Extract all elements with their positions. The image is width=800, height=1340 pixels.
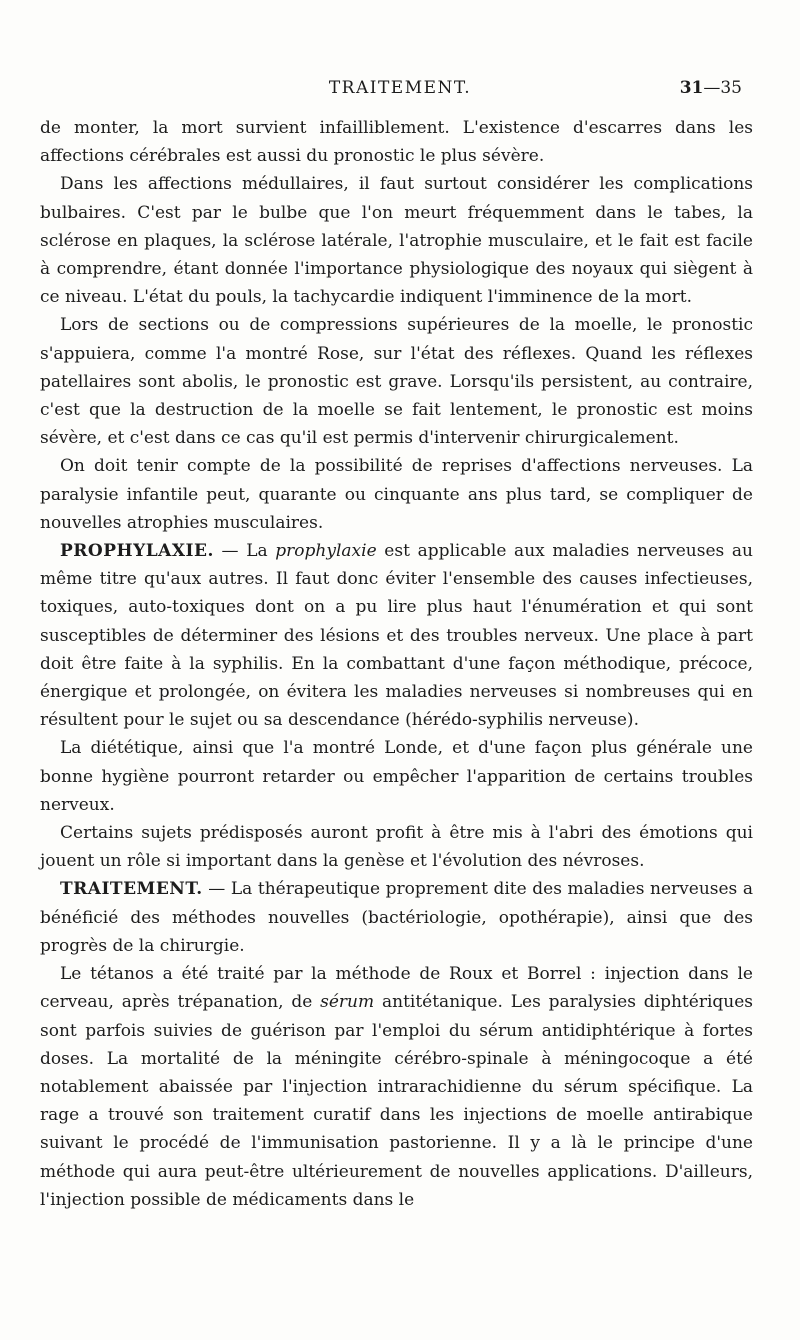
paragraph: [40, 960, 753, 1214]
paragraph-text: La diététique, ainsi que l'a montré Londe, et d'une façon plus générale une bonne hygiène pourront retarder ou empêcher l'apparition de certains troubles nerveux.: [40, 738, 753, 815]
paragraph-text: est applicable aux maladies nerveuses au même titre qu'aux autres. Il faut donc éviter l'ensemble des causes infectieuses, toxiques, auto-toxiques dont on a pu lire plus haut l'énumération et qui sont susceptibles de déterminer des lésions et des troubles nerveux. Une place à part doit être faite à la syphilis. En la combattant d'une façon méthodique, précoce, énergique et prolongée, on évitera les maladies nerveuses si nombreuses qui en résultent pour le sujet ou sa descendance (hérédo-syphilis nerveuse).: [40, 541, 753, 731]
paragraph: [40, 311, 753, 452]
paragraph-text: Certains sujets prédisposés auront profit à être mis à l'abri des émotions qui jouent un rôle si important dans la genèse et l'évolution des névroses.: [40, 823, 753, 872]
paragraph-text: Lors de sections ou de compressions supérieures de la moelle, le pronostic s'appuiera, comme l'a montré Rose, sur l'état des réflexes. Quand les réflexes patellaires sont abolis, le pronostic est grave. Lorsqu'ils persistent, au contraire, c'est que la destruction de la moelle se fait lentement, le pronostic est moins sévère, et c'est dans ce cas qu'il est permis d'intervenir chirurgicalement.: [40, 315, 753, 449]
paragraph: [40, 170, 753, 311]
italic-term: prophylaxie: [275, 541, 377, 562]
page-number-prefix: 31: [679, 78, 704, 98]
paragraph-text: — La thérapeutique proprement dite des maladies nerveuses a bénéficié des méthodes nouvelles (bactériologie, opothérapie), ainsi que des progrès de la chirurgie.: [40, 879, 753, 956]
section-heading-traitement: TRAITEMENT.: [60, 879, 203, 900]
paragraph-text: On doit tenir compte de la possibilité de reprises d'affections nerveuses. La paralysie infantile peut, quarante ou cinquante ans plus tard, se compliquer de nouvelles atrophies musculaires.: [40, 456, 753, 533]
section-heading-prophylaxie: PROPHYLAXIE.: [60, 541, 214, 562]
page-number-suffix: —35: [703, 78, 742, 98]
paragraph-text: Le tétanos a été traité par la méthode de Roux et Borrel : injection dans le cerveau, après trépanation, de: [40, 964, 753, 1013]
page-number: [680, 78, 742, 98]
body-text: [40, 114, 753, 1214]
paragraph: [40, 452, 753, 537]
paragraph: [40, 819, 753, 875]
paragraph-traitement: [40, 875, 753, 960]
running-title: TRAITEMENT.: [328, 78, 472, 98]
paragraph-text: de monter, la mort survient infailliblement. L'existence d'escarres dans les affections cérébrales est aussi du pronostic le plus sévère.: [40, 118, 753, 167]
paragraph-text: Dans les affections médullaires, il faut surtout considérer les complications bulbaires. C'est par le bulbe que l'on meurt fréquemment dans le tabes, la sclérose en plaques, la sclérose latérale, l'atrophie musculaire, et le fait est facile à comprendre, étant donnée l'importance physiologique des noyaux qui siègent à ce niveau. L'état du pouls, la tachycardie indiquent l'imminence de la mort.: [40, 174, 753, 308]
paragraph-prophylaxie: [40, 537, 753, 734]
paragraph-text: — La: [213, 541, 276, 562]
paragraph-text: antitétanique. Les paralysies diphtériques sont parfois suivies de guérison par l'emploi du sérum antidiphtérique à fortes doses. La mortalité de la méningite cérébro-spinale à méningocoque a été notablement abaissée par l'injection intrarachidienne du sérum spécifique. La rage a trouvé son traitement curatif dans les injections de moelle antirabique suivant le procédé de l'immunisation pastorienne. Il y a là le principe d'une méthode qui aura peut-être ultérieurement de nouvelles applications. D'ailleurs, l'injection possible de médicaments dans le: [40, 992, 753, 1210]
paragraph: [40, 734, 753, 819]
running-header: [40, 60, 760, 100]
paragraph-continued: [40, 114, 753, 170]
italic-term: sérum: [320, 992, 375, 1013]
